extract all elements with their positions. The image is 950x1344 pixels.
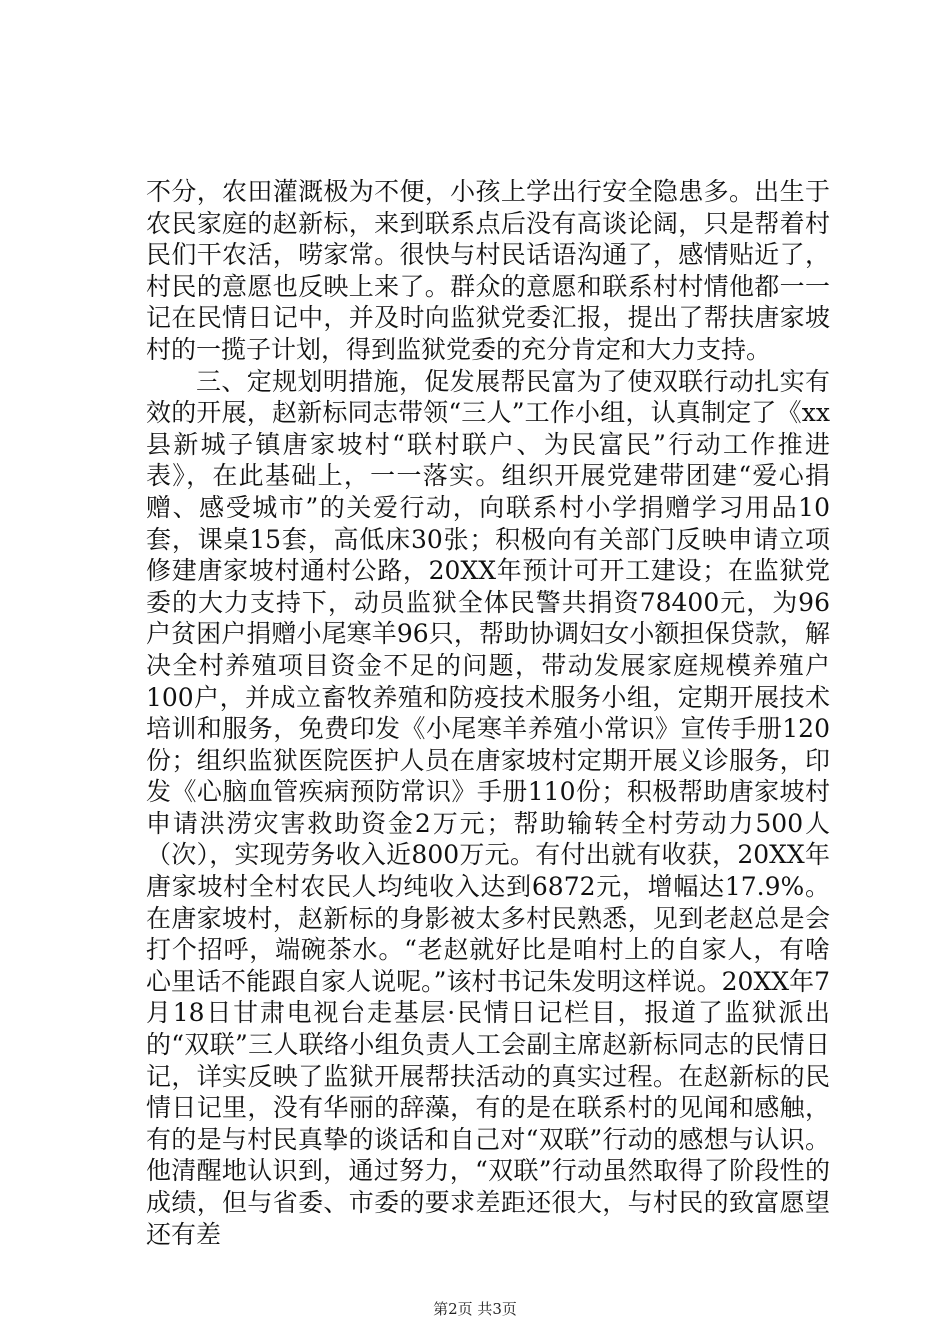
page-footer [0, 1298, 950, 1319]
paragraph-2: 三、定规划明措施，促发展帮民富为了使双联行动扎实有效的开展，赵新标同志带领“三人”工作小组，认真制定了《xx县新城子镇唐家坡村“联村联户、为民富民”行动工作推进表》，在此基础上，一一落实。组织开展党建带团建“爱心捐赠、感受城市”的关爱行动，向联系村小学捐赠学习用品10套，课桌15套，高低床30张；积极向有关部门反映申请立项修建唐家坡村通村公路，20XX年预计可开工建设；在监狱党委的大力支持下，动员监狱全体民警共捐资78400元，为96户贫困户捐赠小尾寒羊96只，帮助协调妇女小额担保贷款，解决全村养殖项目资金不足的问题，带动发展家庭规模养殖户100户，并成立畜牧养殖和防疫技术服务小组，定期开展技术培训和服务，免费印发《小尾寒羊养殖小常识》宣传手册120份；组织监狱医院医护人员在唐家坡村定期开展义诊服务，印发《心脑血管疾病预防常识》手册110份；积极帮助唐家坡村申请洪涝灾害救助资金2万元；帮助输转全村劳动力500人（次），实现劳务收入近800万元。有付出就有收获，20XX年唐家坡村全村农民人均纯收入达到6872元，增幅达17.9%。在唐家坡村，赵新标的身影被太多村民熟悉，见到老赵总是会打个招呼，端碗茶水。“老赵就好比是咱村上的自家人，有啥心里话不能跟自家人说呢。”该村书记朱发明这样说。20XX年7月18日甘肃电视台走基层·民情日记栏目，报道了监狱派出的“双联”三人联络小组负责人工会副主席赵新标同志的民情日记，详实反映了监狱开展帮扶活动的真实过程。在赵新标的民情日记里，没有华丽的辞藻，有的是在联系村的见闻和感触，有的是与村民真挚的谈话和自己对“双联”行动的感想与认识。他清醒地认识到，通过努力，“双联”行动虽然取得了阶段性的成绩，但与省委、市委的要求差距还很大，与村民的致富愿望还有差 [146, 366, 830, 1249]
page-number-label: 第2页 共3页 [433, 1300, 517, 1318]
paragraph-1: 不分，农田灌溉极为不便，小孩上学出行安全隐患多。出生于农民家庭的赵新标，来到联系点后没有高谈论阔，只是帮着村民们干农活，唠家常。很快与村民话语沟通了，感情贴近了，村民的意愿也反映上来了。群众的意愿和联系村村情他都一一记在民情日记中，并及时向监狱党委汇报，提出了帮扶唐家坡村的一揽子计划，得到监狱党委的充分肯定和大力支持。 [146, 177, 830, 364]
document-body [146, 176, 830, 1250]
